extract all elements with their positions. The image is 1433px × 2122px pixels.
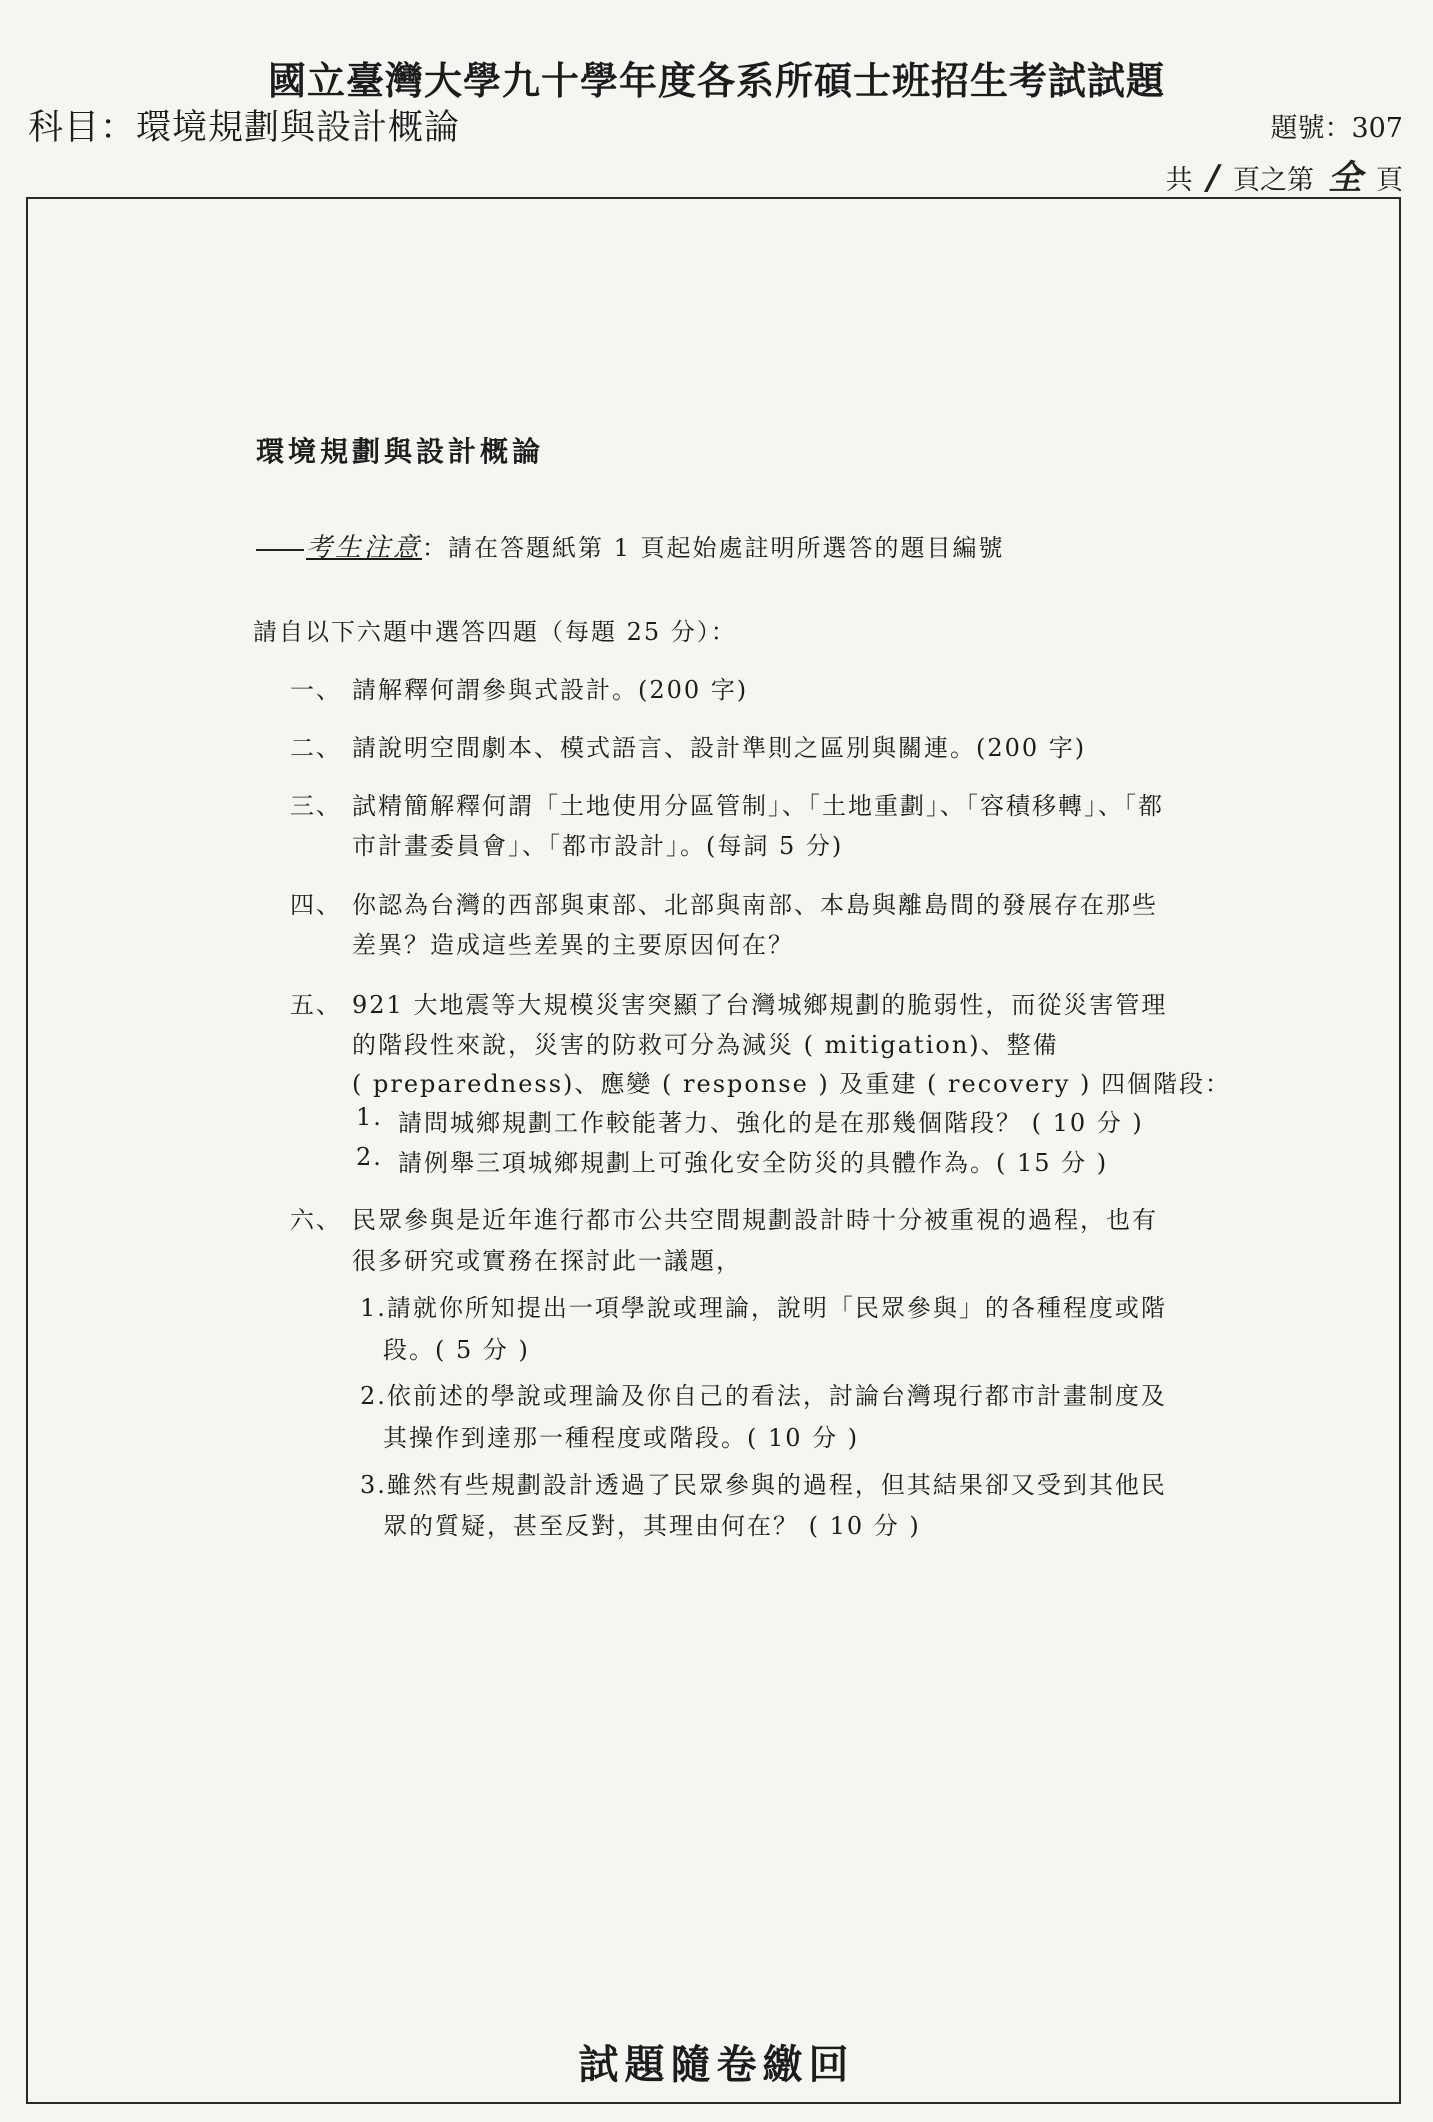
- question-6-sub-2-line-2: 其操作到達那一種程度或階段。( 10 分 ): [383, 1424, 860, 1452]
- document-title: 環境規劃與設計概論: [256, 435, 545, 468]
- question-3-number: 三、: [290, 792, 342, 820]
- question-3-line-2: 市計畫委員會」、「都市設計」。(每詞 5 分): [352, 832, 844, 860]
- question-6-line-2: 很多研究或實務在探討此一議題，: [352, 1247, 742, 1275]
- question-4-line-2: 差異？造成這些差異的主要原因何在？: [352, 931, 794, 959]
- question-5-line-3: ( preparedness)、應變 ( response ) 及重建 ( recovery ) 四個階段：: [352, 1070, 1232, 1098]
- question-2-text: 請說明空間劇本、模式語言、設計準則之區別與關連。(200 字): [352, 734, 1087, 762]
- question-6-sub-3-line-1: 3.雖然有些規劃設計透過了民眾參與的過程，但其結果卻又受到其他民: [360, 1471, 1167, 1499]
- notice-dash: [256, 549, 304, 551]
- question-5-line-1: 921 大地震等大規模災害突顯了台灣城鄉規劃的脆弱性，而從災害管理: [352, 991, 1168, 1019]
- question-5-sub-2-number: 2.: [356, 1143, 383, 1171]
- question-6-line-1: 民眾參與是近年進行都市公共空間規劃設計時十分被重視的過程，也有: [352, 1206, 1158, 1234]
- pages-current-handwritten: 全: [1328, 158, 1362, 198]
- question-6-number: 六、: [290, 1206, 342, 1234]
- question-1-text: 請解釋何謂參與式設計。(200 字): [352, 676, 749, 704]
- subject-label: 科目：: [28, 108, 137, 148]
- question-5-sub-1-text: 請問城鄉規劃工作較能著力、強化的是在那幾個階段？ ( 10 分 ): [398, 1109, 1144, 1137]
- question-number: 題號：307: [1270, 113, 1403, 144]
- notice-label: 考生注意: [306, 533, 423, 563]
- question-4-line-1: 你認為台灣的西部與東部、北部與南部、本島與離島間的發展存在那些: [352, 891, 1158, 919]
- question-2-number: 二、: [290, 734, 342, 762]
- question-6-sub-1-line-1: 1.請就你所知提出一項學說或理論，說明「民眾參與」的各種程度或階: [360, 1294, 1167, 1322]
- question-5-sub-1-number: 1.: [356, 1103, 383, 1131]
- return-with-answer-sheet-notice: 試題隨卷繳回: [578, 2041, 855, 2088]
- pages-middle: 頁之第: [1233, 165, 1314, 196]
- question-3-line-1: 試精簡解釋何謂「土地使用分區管制」、「土地重劃」、「容積移轉」、「都: [352, 792, 1164, 820]
- subject-line: [28, 100, 460, 150]
- exam-title: 國立臺灣大學九十學年度各系所碩士班招生考試試題: [267, 58, 1165, 103]
- pages-suffix: 頁: [1376, 165, 1403, 196]
- notice-text: ：請在答題紙第 1 頁起始處註明所選答的題目編號: [422, 534, 1005, 562]
- pages-prefix: 共: [1165, 165, 1193, 196]
- question-5-line-2: 的階段性來說，災害的防救可分為減災 ( mitigation)、整備: [352, 1031, 1059, 1059]
- pages-total-handwritten: /: [1206, 158, 1219, 198]
- question-1-number: 一、: [290, 676, 342, 704]
- question-5-sub-2-text: 請例舉三項城鄉規劃上可強化安全防災的具體作為。( 15 分 ): [398, 1149, 1109, 1177]
- question-5-number: 五、: [290, 991, 342, 1019]
- candidate-notice: [256, 527, 1005, 564]
- question-6-sub-1-line-2: 段。( 5 分 ): [383, 1336, 530, 1364]
- page-count: [1166, 150, 1403, 199]
- question-6-sub-3-line-2: 眾的質疑，甚至反對，其理由何在？ ( 10 分 ): [383, 1512, 921, 1540]
- instruction: 請自以下六題中選答四題（每題 25 分）：: [253, 618, 737, 646]
- subject-name: 環境規劃與設計概論: [136, 108, 461, 148]
- question-4-number: 四、: [290, 891, 342, 919]
- question-6-sub-2-line-1: 2.依前述的學說或理論及你自己的看法，討論台灣現行都市計畫制度及: [360, 1382, 1167, 1410]
